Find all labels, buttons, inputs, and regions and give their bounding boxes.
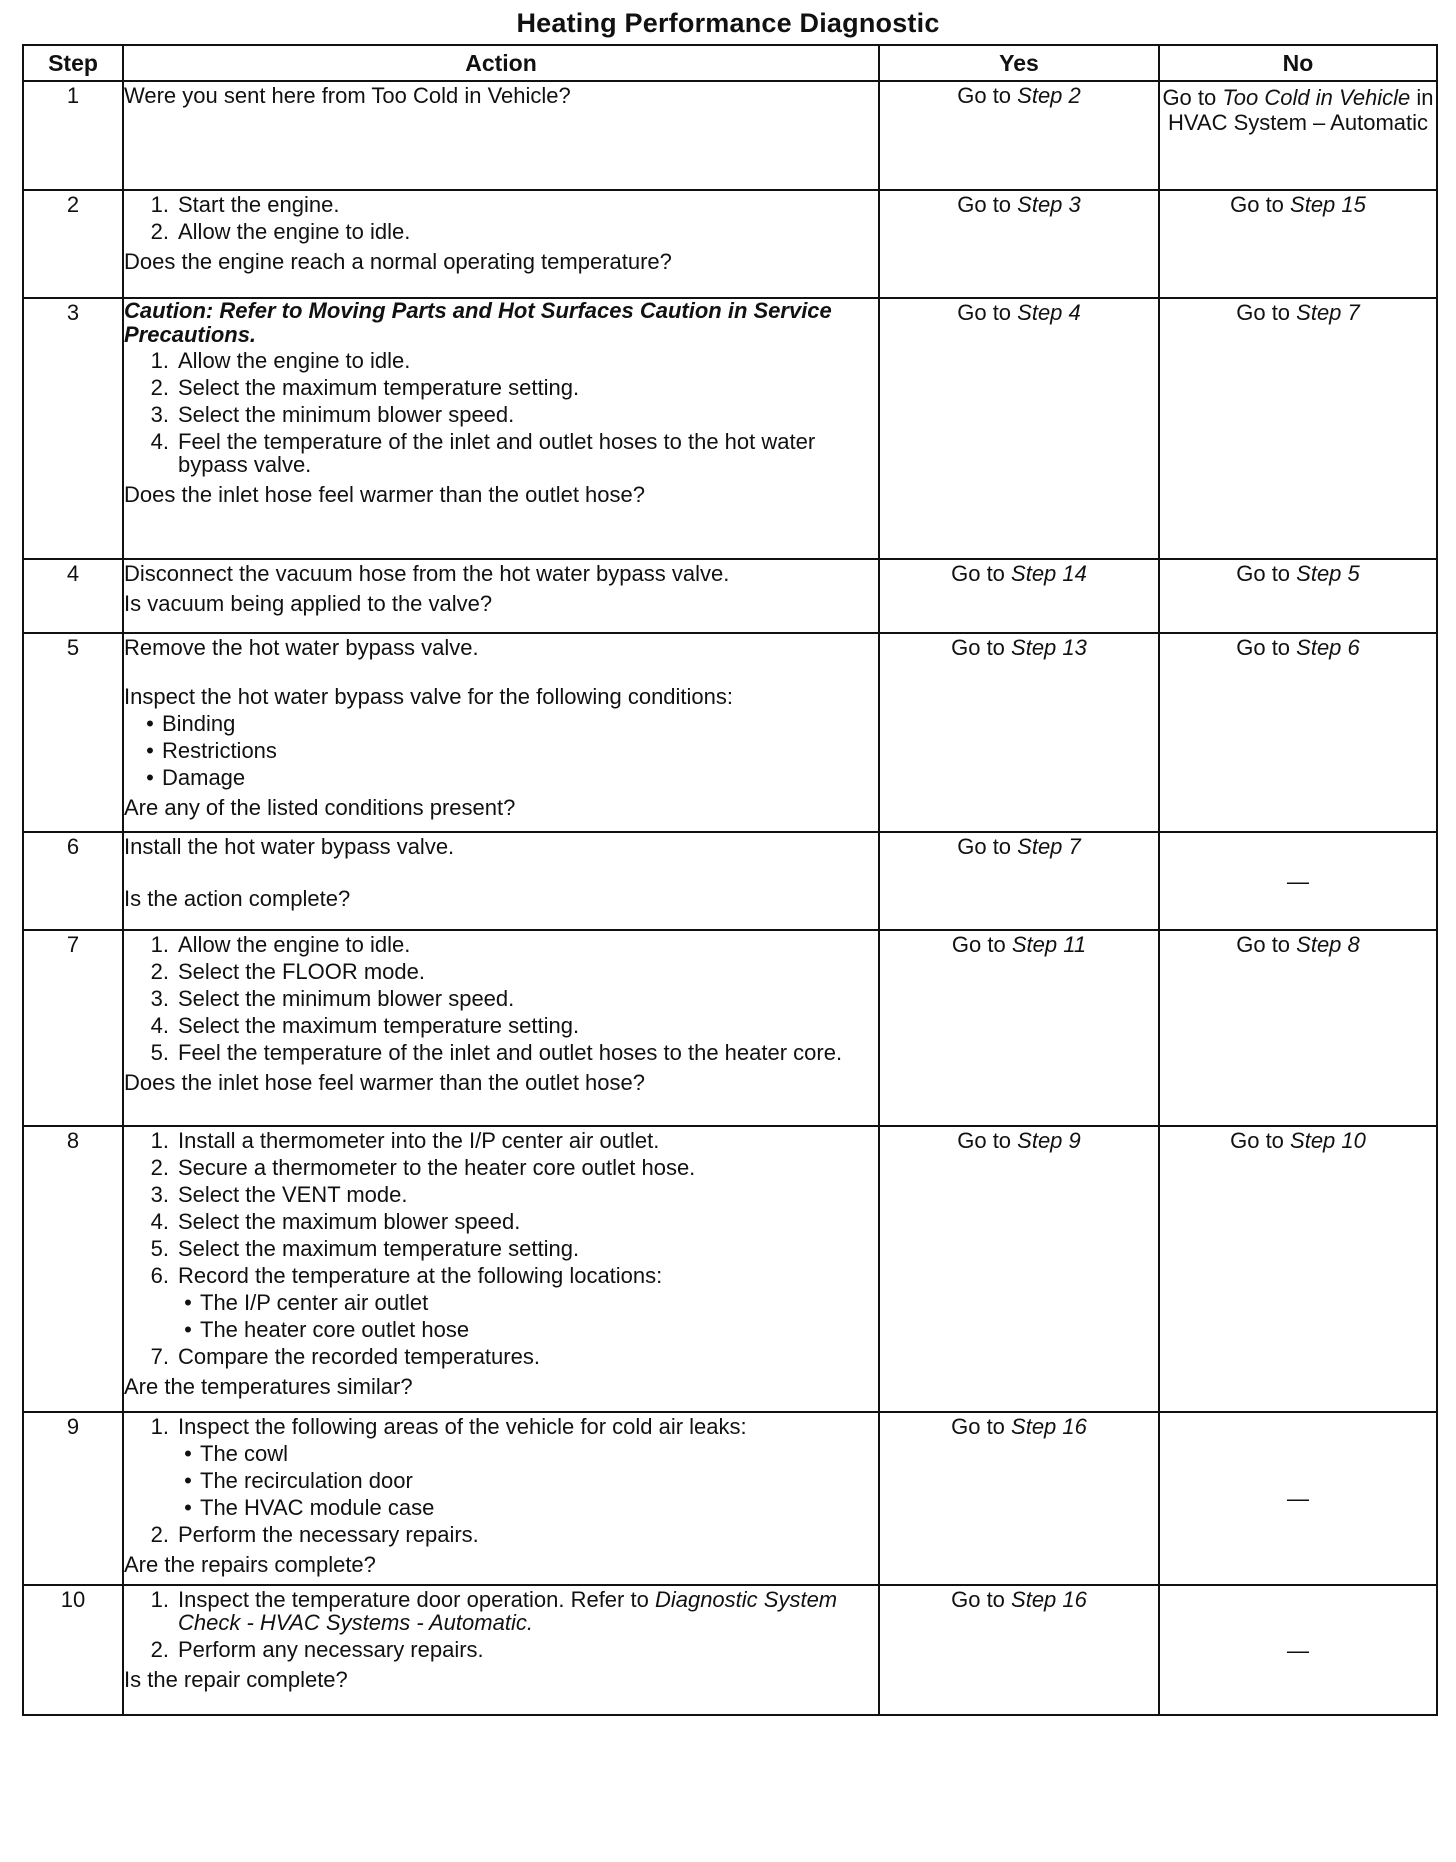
question-text: Does the inlet hose feel warmer than the outlet hose?	[124, 1070, 645, 1095]
yes-cell: Go to Step 13	[879, 633, 1159, 832]
step-number: 7	[23, 930, 123, 1126]
step-link[interactable]: Step 3	[1017, 192, 1081, 217]
step-link[interactable]: Step 7	[1296, 300, 1360, 325]
numbered-item: 3. Select the VENT mode.	[150, 1182, 408, 1207]
procedure-link[interactable]: Diagnostic System Check - HVAC Systems - Automatic.	[178, 1587, 838, 1635]
action-cell	[123, 633, 879, 832]
step-link[interactable]: Step 4	[1017, 300, 1081, 325]
no-cell: —	[1159, 1412, 1437, 1585]
no-cell: Go to Step 5	[1159, 559, 1437, 633]
action-cell	[123, 1412, 879, 1585]
question-text: Is the repair complete?	[124, 1667, 348, 1692]
numbered-item: 1. Inspect the following areas of the vehicle for cold air leaks:	[150, 1414, 747, 1439]
step-link[interactable]: Step 16	[1011, 1587, 1087, 1612]
step-link[interactable]: Step 2	[1017, 83, 1081, 108]
numbered-item: 2. Perform the necessary repairs.	[150, 1522, 479, 1547]
question-text: Is the action complete?	[124, 886, 351, 911]
bullet-item: • The HVAC module case	[184, 1495, 435, 1520]
step-number: 5	[23, 633, 123, 832]
numbered-item: 2. Allow the engine to idle.	[150, 219, 411, 244]
step-link[interactable]: Step 16	[1011, 1414, 1087, 1439]
step-link[interactable]: Step 9	[1017, 1128, 1081, 1153]
procedure-link[interactable]: Too Cold in Vehicle	[1222, 85, 1411, 110]
no-cell: Go to Step 8	[1159, 930, 1437, 1126]
question-text: Does the inlet hose feel warmer than the outlet hose?	[124, 482, 645, 507]
bullet-item: • The I/P center air outlet	[184, 1290, 429, 1315]
numbered-item: 7. Compare the recorded temperatures.	[150, 1344, 540, 1369]
step-number: 8	[23, 1126, 123, 1412]
table-row	[23, 832, 1437, 930]
numbered-item: 4. Select the maximum temperature setting.	[150, 1013, 580, 1038]
no-cell: Go to Step 15	[1159, 190, 1437, 298]
step-link[interactable]: Step 10	[1290, 1128, 1366, 1153]
bullet-item: • The cowl	[184, 1441, 289, 1466]
no-cell: Go to Step 10	[1159, 1126, 1437, 1412]
table-row	[23, 1126, 1437, 1412]
bullet-item: • The heater core outlet hose	[184, 1317, 470, 1342]
bullet-item: • The recirculation door	[184, 1468, 413, 1493]
instruction-text: Install the hot water bypass valve.	[124, 834, 455, 859]
numbered-item: 4. Feel the temperature of the inlet and outlet hoses to the hot water bypass valve.	[150, 429, 816, 477]
step-number: 2	[23, 190, 123, 298]
action-cell	[123, 1126, 879, 1412]
instruction-text: Disconnect the vacuum hose from the hot water bypass valve.	[124, 561, 730, 586]
numbered-item: 5. Select the maximum temperature setting.	[150, 1236, 580, 1261]
table-row	[23, 1412, 1437, 1585]
question-text: Are any of the listed conditions present?	[124, 795, 516, 820]
numbered-item: 5. Feel the temperature of the inlet and outlet hoses to the heater core.	[150, 1040, 843, 1065]
yes-cell: Go to Step 7	[879, 832, 1159, 930]
numbered-item: 3. Select the minimum blower speed.	[150, 402, 515, 427]
step-link[interactable]: Step 14	[1011, 561, 1087, 586]
numbered-item: 1. Allow the engine to idle.	[150, 348, 411, 373]
step-number: 1	[23, 81, 123, 190]
bullet-item: • Binding	[146, 711, 236, 736]
question-text: Are the repairs complete?	[124, 1552, 376, 1577]
step-number: 6	[23, 832, 123, 930]
question-text: Is vacuum being applied to the valve?	[124, 591, 493, 616]
numbered-item: 1. Start the engine.	[150, 192, 340, 217]
step-number: 10	[23, 1585, 123, 1715]
step-link[interactable]: Step 13	[1011, 635, 1087, 660]
step-number: 3	[23, 298, 123, 559]
yes-cell: Go to Step 16	[879, 1412, 1159, 1585]
step-link[interactable]: Step 11	[1011, 932, 1087, 957]
step-link[interactable]: Step 8	[1296, 932, 1360, 957]
step-number: 4	[23, 559, 123, 633]
numbered-item: 1. Install a thermometer into the I/P center air outlet.	[150, 1128, 660, 1153]
numbered-item: 2. Select the maximum temperature setting.	[150, 375, 580, 400]
table-row	[23, 559, 1437, 633]
numbered-item: 2. Perform any necessary repairs.	[150, 1637, 484, 1662]
action-cell	[123, 832, 879, 930]
caution-text: Caution: Refer to Moving Parts and Hot Surfaces Caution in Service Precautions.	[124, 298, 832, 347]
yes-cell: Go to Step 4	[879, 298, 1159, 559]
question-text: Are the temperatures similar?	[124, 1374, 413, 1399]
no-cell: Go to Too Cold in Vehicle in HVAC System – Automatic	[1159, 81, 1437, 190]
action-cell	[123, 1585, 879, 1715]
action-cell	[123, 190, 879, 298]
numbered-item: 1. Inspect the temperature door operation. Refer to Diagnostic System Check - HVAC Systems - Automatic.	[150, 1587, 838, 1635]
numbered-item: 2. Secure a thermometer to the heater core outlet hose.	[150, 1155, 696, 1180]
bullet-item: • Damage	[146, 765, 246, 790]
diagnostic-table	[22, 44, 1438, 1716]
question-text: Were you sent here from Too Cold in Vehicle?	[124, 83, 571, 108]
yes-cell: Go to Step 9	[879, 1126, 1159, 1412]
numbered-item: 4. Select the maximum blower speed.	[150, 1209, 521, 1234]
table-header-row	[23, 45, 1437, 81]
numbered-item: 6. Record the temperature at the following locations:	[150, 1263, 663, 1288]
no-cell: Go to Step 6	[1159, 633, 1437, 832]
table-row	[23, 190, 1437, 298]
step-link[interactable]: Step 6	[1296, 635, 1360, 660]
step-link[interactable]: Step 5	[1296, 561, 1360, 586]
bullet-item: • Restrictions	[146, 738, 277, 763]
column-header-step: Step	[23, 45, 123, 81]
page-title: Heating Performance Diagnostic	[516, 8, 940, 38]
yes-cell: Go to Step 3	[879, 190, 1159, 298]
table-row	[23, 930, 1437, 1126]
numbered-item: 1. Allow the engine to idle.	[150, 932, 411, 957]
column-header-yes: Yes	[879, 45, 1159, 81]
action-cell	[123, 559, 879, 633]
no-cell: Go to Step 7	[1159, 298, 1437, 559]
column-header-action: Action	[123, 45, 879, 81]
numbered-item: 2. Select the FLOOR mode.	[150, 959, 425, 984]
yes-cell: Go to Step 11	[879, 930, 1159, 1126]
no-cell: —	[1159, 1585, 1437, 1715]
action-cell	[123, 81, 879, 190]
yes-cell: Go to Step 14	[879, 559, 1159, 633]
action-cell	[123, 298, 879, 559]
instruction-text: Remove the hot water bypass valve.	[124, 635, 479, 660]
column-header-no: No	[1159, 45, 1437, 81]
yes-cell: Go to Step 2	[879, 81, 1159, 190]
instruction-text: Inspect the hot water bypass valve for the following conditions:	[124, 684, 734, 709]
action-cell	[123, 930, 879, 1126]
numbered-item: 3. Select the minimum blower speed.	[150, 986, 515, 1011]
step-link[interactable]: Step 15	[1290, 192, 1366, 217]
table-row	[23, 633, 1437, 832]
table-row	[23, 298, 1437, 559]
question-text: Does the engine reach a normal operating temperature?	[124, 249, 672, 274]
step-link[interactable]: Step 7	[1017, 834, 1081, 859]
table-row	[23, 1585, 1437, 1715]
no-cell: —	[1159, 832, 1437, 930]
yes-cell: Go to Step 16	[879, 1585, 1159, 1715]
table-row	[23, 81, 1437, 190]
step-number: 9	[23, 1412, 123, 1585]
